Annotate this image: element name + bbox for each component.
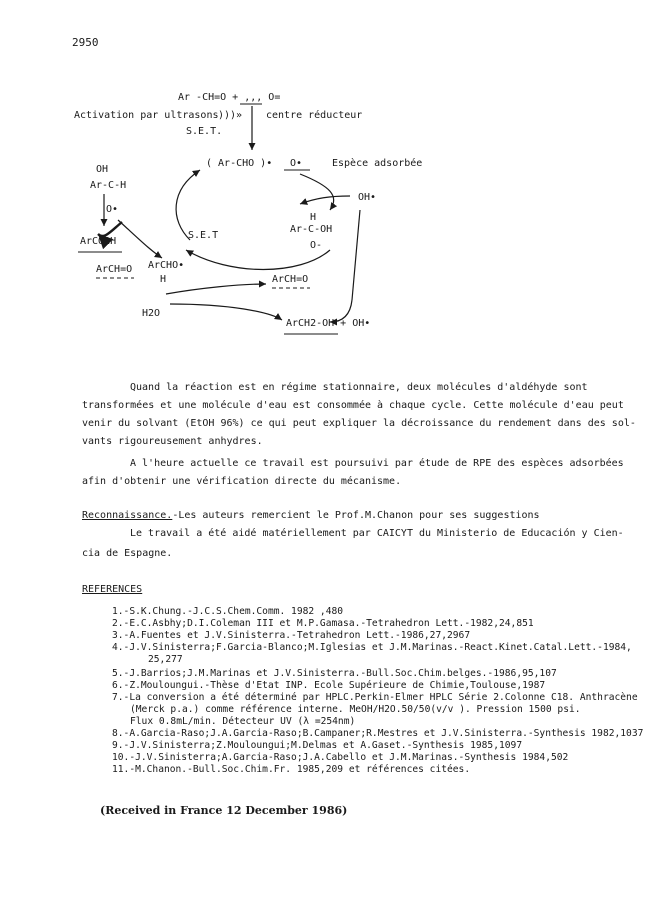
reference-7-line-3: Flux 0.8mL/min. Détecteur UV (λ =254nm) [130,716,356,727]
oxygen-radical: O• [106,204,119,215]
set-label-middle: S.E.T [188,230,219,241]
aldehyde-surface-reaction: Ar -CH=O + ,,, O= [178,92,281,103]
water-arrow [170,304,282,320]
carbinol-intermediate: Ar-C-H [90,180,127,191]
reference-4-continued: 25,277 [148,654,183,665]
aldehyde-right: ArCH=O [272,274,309,285]
alkoxide-intermediate: Ar-C-OH [290,224,333,235]
paragraph-1-line-4: vants rigoureusement anhydres. [82,436,263,447]
activation-label: Activation par ultrasons [74,110,219,121]
acknowledgement-text: -Les auteurs remercient le Prof.M.Chanon pour ses suggestions [172,510,540,521]
ultrasound-symbol: )))» [218,110,243,121]
radical-anion: ( Ar-CHO )• [206,158,273,169]
hydroxide-radical: OH• [358,192,377,203]
paragraph-2-line-2: afin d'obtenir une vérification directe du mécanisme. [82,476,402,487]
reference-1: 1.-S.K.Chung.-J.C.S.Chem.Comm. 1982 ,480 [112,606,344,617]
reference-10: 10.-J.V.Sinisterra;A.Garcia-Raso;J.A.Cabello et J.M.Marinas.-Synthesis 1984,502 [112,752,569,763]
alcohol-product: ArCH2-OH + OH• [286,318,371,329]
paragraph-1-line-1: Quand la réaction est en régime stationnaire, deux molécules d'aldéhyde sont [130,382,588,393]
acknowledgement-line-2: Le travail a été aidé matériellement par CAICYT du Ministerio de Educación y Cien- [130,528,624,539]
water: H2O [142,308,161,319]
reference-8: 8.-A.Garcia-Raso;J.A.Garcia-Raso;B.Campaner;R.Mestres et J.V.Sinisterra.-Synthesis 1982,1037 [112,728,644,739]
reaction-mechanism-scheme [0,0,672,370]
hydrogen-label: H [160,274,167,285]
cycle-arrow-bottom [186,250,330,270]
acknowledgement-line-3: cia de Espagne. [82,548,173,559]
acknowledgement-heading: Reconnaissance. [82,510,173,521]
aldehyde-left: ArCH=O [96,264,133,275]
page-number: 2950 [72,36,99,49]
reference-2: 2.-E.C.Asbhy;D.I.Coleman III et M.P.Gamasa.-Tetrahedron Lett.-1982,24,851 [112,618,534,629]
acknowledgement-line-1 [82,510,540,521]
received-date: (Received in France 12 December 1986) [100,804,348,817]
paragraph-1-line-3: venir du solvant (EtOH 96%) ce qui peut expliquer la décroissance du rendement dans des sol- [82,418,636,429]
reference-7: 7.-La conversion a été déterminé par HPLC.Perkin-Elmer HPLC Série 2.Colonne C18. Anthracène [112,692,638,703]
paragraph-2-line-1: A l'heure actuelle ce travail est poursuivi par étude de RPE des espèces adsorbées [130,458,624,469]
reference-9: 9.-J.V.Sinisterra;Z.Mouloungui;M.Delmas et A.Gaset.-Synthesis 1985,1097 [112,740,523,751]
oh-group: OH [96,164,109,175]
bold-curved-arrow [98,222,122,236]
reference-4: 4.-J.V.Sinisterra;F.Garcia-Blanco;M.Iglesias et J.M.Marinas.-React.Kinet.Catal.Lett.-1984, [112,642,632,653]
hydrogen-top: H [310,212,317,223]
carboxylic-acid: ArCO2H [80,236,117,247]
hydroxide-arrow [300,196,350,204]
paragraph-1-line-2: transformées et une molécule d'eau est consommée à chaque cycle. Cette molécule d'eau peut [82,400,624,411]
right-vertical-line [352,210,360,300]
reference-6: 6.-Z.Mouloungui.-Thèse d'Etat INP. Ecole Supérieure de Chimie,Toulouse,1987 [112,680,546,691]
oxide-anion: O- [310,240,323,251]
adsorbed-species-label: Espèce adsorbée [332,158,423,169]
set-label-top: S.E.T. [186,126,223,137]
radical-arrow [118,220,162,258]
references-heading: REFERENCES [82,584,143,595]
reference-7-line-2: (Merck p.a.) comme référence interne. MeOH/H2O.50/50(v/v ). Pression 1500 psi. [130,704,581,715]
aldehyde-arrow [166,284,266,294]
surface-oxygen: O• [290,158,303,169]
reference-5: 5.-J.Barrios;J.M.Marinas et J.V.Sinisterra.-Bull.Soc.Chim.belges.-1986,95,107 [112,668,557,679]
reference-11: 11.-M.Chanon.-Bull.Soc.Chim.Fr. 1985,209 et références citées. [112,764,471,775]
cycle-arrow-right [300,174,334,210]
reference-3: 3.-A.Fuentes et J.V.Sinisterra.-Tetrahedron Lett.-1986,27,2967 [112,630,471,641]
aldehyde-radical: ArCHO• [148,260,185,271]
reducing-centre-label: centre réducteur [266,110,363,121]
